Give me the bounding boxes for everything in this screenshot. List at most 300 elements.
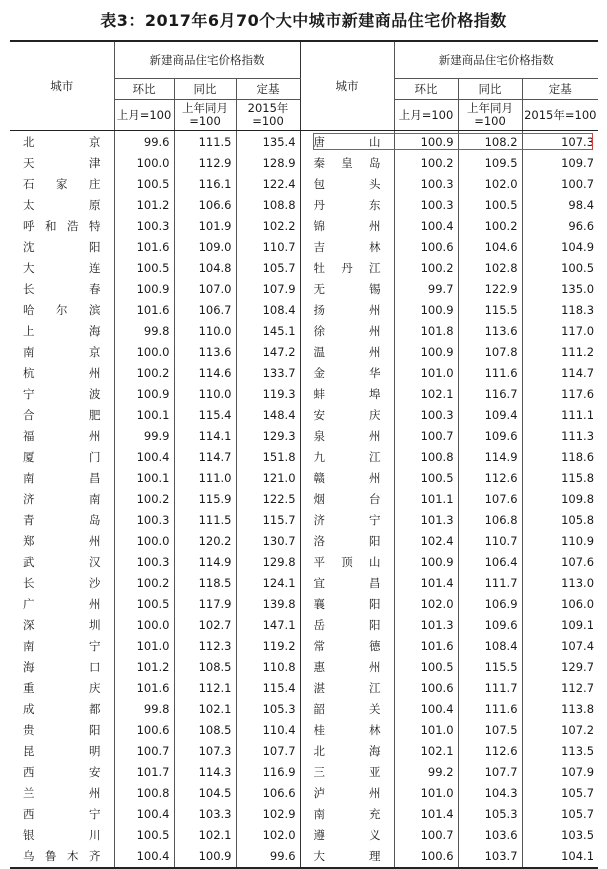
- mom-value-cell: 100.4: [394, 216, 458, 237]
- table-row: [10, 804, 598, 825]
- mom-value-cell: 100.5: [394, 468, 458, 489]
- city-name-cell: 宁波: [23, 387, 101, 401]
- city-name-cell: 海口: [23, 660, 101, 674]
- fixed-value-cell: 107.9: [522, 762, 598, 783]
- fixed-value-cell: 113.8: [522, 699, 598, 720]
- table-row: [10, 573, 598, 594]
- mom-value-cell: 99.6: [114, 131, 174, 154]
- fixed-value-cell: 107.3: [522, 131, 598, 154]
- mom-value-cell: 101.6: [394, 636, 458, 657]
- city-name-cell: 锦州: [300, 216, 394, 237]
- table-row: [10, 195, 598, 216]
- fixed-value-cell: 100.5: [522, 258, 598, 279]
- city-name-cell: 惠州: [300, 657, 394, 678]
- city-name-cell: 银川: [23, 828, 101, 842]
- table-row: [10, 384, 598, 405]
- yoy-value-cell: 106.4: [458, 552, 522, 573]
- yoy-value-cell: 117.9: [174, 594, 236, 615]
- fixed-value-cell: 113.0: [522, 573, 598, 594]
- mom-value-cell: 100.6: [394, 678, 458, 699]
- fixed-value-cell: 115.7: [236, 510, 300, 531]
- mom-value-cell: 100.2: [394, 258, 458, 279]
- mom-value-cell: 100.5: [114, 174, 174, 195]
- yoy-base-right: 上年同月=100: [458, 100, 522, 131]
- city-name-cell: 石家庄: [23, 177, 101, 191]
- table-row: [10, 447, 598, 468]
- yoy-value-cell: 112.3: [174, 636, 236, 657]
- city-name-cell: 金华: [300, 363, 394, 384]
- yoy-value-cell: 103.6: [458, 825, 522, 846]
- fixed-value-cell: 108.8: [236, 195, 300, 216]
- yoy-value-cell: 109.4: [458, 405, 522, 426]
- fixed-value-cell: 102.0: [236, 825, 300, 846]
- yoy-value-cell: 111.6: [458, 699, 522, 720]
- yoy-value-cell: 114.9: [174, 552, 236, 573]
- fixed-value-cell: 109.1: [522, 615, 598, 636]
- mom-value-cell: 100.0: [114, 153, 174, 174]
- city-name-cell: 厦门: [23, 450, 101, 464]
- mom-value-cell: 102.1: [394, 384, 458, 405]
- yoy-value-cell: 100.9: [174, 846, 236, 868]
- fixed-value-cell: 129.7: [522, 657, 598, 678]
- mom-value-cell: 101.8: [394, 321, 458, 342]
- city-name-cell: 南昌: [23, 471, 101, 485]
- table-row: [10, 825, 598, 846]
- fixed-value-cell: 105.7: [522, 804, 598, 825]
- yoy-value-cell: 115.9: [174, 489, 236, 510]
- city-name-cell: 包头: [300, 174, 394, 195]
- mom-value-cell: 100.6: [114, 720, 174, 741]
- mom-value-cell: 100.1: [114, 405, 174, 426]
- city-name-cell: 烟台: [300, 489, 394, 510]
- fixed-value-cell: 96.6: [522, 216, 598, 237]
- fixed-value-cell: 121.0: [236, 468, 300, 489]
- mom-value-cell: 100.3: [394, 195, 458, 216]
- mom-value-cell: 100.9: [394, 342, 458, 363]
- mom-value-cell: 100.0: [114, 531, 174, 552]
- yoy-value-cell: 107.0: [174, 279, 236, 300]
- yoy-value-cell: 120.2: [174, 531, 236, 552]
- table-row: [10, 678, 598, 699]
- mom-value-cell: 102.4: [394, 531, 458, 552]
- table-row: [10, 636, 598, 657]
- city-name-cell: 北京: [23, 134, 101, 149]
- fixed-value-cell: 104.1: [522, 846, 598, 868]
- yoy-value-cell: 107.6: [458, 489, 522, 510]
- mom-header-right: 环比: [394, 79, 458, 100]
- mom-value-cell: 100.9: [394, 552, 458, 573]
- fixed-value-cell: 106.6: [236, 783, 300, 804]
- mom-value-cell: 100.4: [114, 447, 174, 468]
- city-name-cell: 常德: [300, 636, 394, 657]
- city-name-cell: 天津: [23, 156, 101, 170]
- fixed-value-cell: 105.7: [236, 258, 300, 279]
- mom-value-cell: 101.4: [394, 573, 458, 594]
- fixed-value-cell: 135.0: [522, 279, 598, 300]
- fixed-value-cell: 115.4: [236, 678, 300, 699]
- city-name-cell: 安庆: [300, 405, 394, 426]
- table-row: [10, 615, 598, 636]
- index-group-header-left: 新建商品住宅价格指数: [114, 41, 300, 79]
- mom-value-cell: 100.0: [114, 342, 174, 363]
- city-name-cell: 大连: [23, 261, 101, 275]
- mom-value-cell: 100.5: [394, 657, 458, 678]
- fixed-value-cell: 147.2: [236, 342, 300, 363]
- fixed-header-left: 定基: [236, 79, 300, 100]
- fixed-value-cell: 139.8: [236, 594, 300, 615]
- city-name-cell: 沈阳: [23, 240, 101, 254]
- fixed-value-cell: 130.7: [236, 531, 300, 552]
- city-name-cell: 郑州: [23, 534, 101, 548]
- yoy-value-cell: 113.6: [458, 321, 522, 342]
- yoy-value-cell: 107.3: [174, 741, 236, 762]
- table-row: [10, 783, 598, 804]
- fixed-value-cell: 104.9: [522, 237, 598, 258]
- yoy-value-cell: 109.6: [458, 426, 522, 447]
- city-name-cell: 襄阳: [300, 594, 394, 615]
- table-row: [10, 720, 598, 741]
- yoy-value-cell: 114.6: [174, 363, 236, 384]
- city-name-cell: 杭州: [23, 366, 101, 380]
- city-name-cell: 扬州: [300, 300, 394, 321]
- yoy-value-cell: 106.7: [174, 300, 236, 321]
- yoy-value-cell: 110.0: [174, 384, 236, 405]
- mom-value-cell: 100.2: [114, 489, 174, 510]
- yoy-value-cell: 112.9: [174, 153, 236, 174]
- table-row: [10, 657, 598, 678]
- city-name-cell: 长春: [23, 282, 101, 296]
- mom-value-cell: 100.3: [394, 174, 458, 195]
- yoy-value-cell: 114.3: [174, 762, 236, 783]
- mom-value-cell: 101.7: [114, 762, 174, 783]
- yoy-value-cell: 104.6: [458, 237, 522, 258]
- price-index-table: [10, 40, 598, 869]
- city-name-cell: 贵阳: [23, 723, 101, 737]
- yoy-value-cell: 101.9: [174, 216, 236, 237]
- table-row: [10, 321, 598, 342]
- city-name-cell: 温州: [300, 342, 394, 363]
- mom-value-cell: 100.9: [394, 131, 458, 154]
- yoy-value-cell: 102.8: [458, 258, 522, 279]
- city-name-cell: 兰州: [23, 786, 101, 800]
- fixed-value-cell: 112.7: [522, 678, 598, 699]
- fixed-value-cell: 118.6: [522, 447, 598, 468]
- mom-value-cell: 100.4: [114, 846, 174, 868]
- fixed-value-cell: 107.6: [522, 552, 598, 573]
- fixed-value-cell: 122.4: [236, 174, 300, 195]
- table-row: [10, 489, 598, 510]
- fixed-value-cell: 117.0: [522, 321, 598, 342]
- yoy-value-cell: 114.9: [458, 447, 522, 468]
- yoy-value-cell: 109.0: [174, 237, 236, 258]
- table-row: [10, 762, 598, 783]
- yoy-value-cell: 106.6: [174, 195, 236, 216]
- yoy-value-cell: 102.0: [458, 174, 522, 195]
- fixed-value-cell: 107.2: [522, 720, 598, 741]
- yoy-value-cell: 103.3: [174, 804, 236, 825]
- table-row: [10, 468, 598, 489]
- mom-header-left: 环比: [114, 79, 174, 100]
- table-row: [10, 216, 598, 237]
- city-name-cell: 湛江: [300, 678, 394, 699]
- fixed-value-cell: 114.7: [522, 363, 598, 384]
- city-name-cell: 成都: [23, 702, 101, 716]
- table-row: [10, 846, 598, 868]
- mom-value-cell: 102.1: [394, 741, 458, 762]
- table-row: [10, 279, 598, 300]
- fixed-value-cell: 110.8: [236, 657, 300, 678]
- city-name-cell: 西宁: [23, 807, 101, 821]
- yoy-value-cell: 111.7: [458, 573, 522, 594]
- mom-value-cell: 100.2: [114, 573, 174, 594]
- mom-value-cell: 100.3: [114, 216, 174, 237]
- city-name-cell: 太原: [23, 198, 101, 212]
- yoy-value-cell: 108.4: [458, 636, 522, 657]
- mom-value-cell: 100.7: [394, 426, 458, 447]
- city-name-cell: 乌鲁木齐: [10, 846, 114, 868]
- table-row: [10, 552, 598, 573]
- table-row: [10, 510, 598, 531]
- yoy-value-cell: 114.7: [174, 447, 236, 468]
- table-row: [10, 300, 598, 321]
- yoy-value-cell: 100.2: [458, 216, 522, 237]
- fixed-value-cell: 147.1: [236, 615, 300, 636]
- fixed-value-cell: 151.8: [236, 447, 300, 468]
- yoy-value-cell: 122.9: [458, 279, 522, 300]
- mom-value-cell: 100.6: [394, 846, 458, 868]
- yoy-value-cell: 107.8: [458, 342, 522, 363]
- yoy-value-cell: 112.1: [174, 678, 236, 699]
- city-name-cell: 呼和浩特: [23, 219, 101, 233]
- yoy-value-cell: 100.5: [458, 195, 522, 216]
- fixed-value-cell: 111.2: [522, 342, 598, 363]
- mom-value-cell: 101.2: [114, 195, 174, 216]
- fixed-value-cell: 111.1: [522, 405, 598, 426]
- table-row: [10, 699, 598, 720]
- yoy-value-cell: 113.6: [174, 342, 236, 363]
- mom-value-cell: 99.7: [394, 279, 458, 300]
- fixed-value-cell: 103.5: [522, 825, 598, 846]
- yoy-value-cell: 104.8: [174, 258, 236, 279]
- yoy-value-cell: 107.5: [458, 720, 522, 741]
- city-name-cell: 岳阳: [300, 615, 394, 636]
- city-name-cell: 丹东: [300, 195, 394, 216]
- fixed-base-left: 2015年=100: [236, 100, 300, 131]
- fixed-value-cell: 108.4: [236, 300, 300, 321]
- yoy-value-cell: 103.7: [458, 846, 522, 868]
- city-name-cell: 秦皇岛: [300, 153, 394, 174]
- mom-value-cell: 100.3: [114, 552, 174, 573]
- fixed-value-cell: 148.4: [236, 405, 300, 426]
- city-name-cell: 广州: [23, 597, 101, 611]
- yoy-value-cell: 105.3: [458, 804, 522, 825]
- yoy-value-cell: 115.5: [458, 300, 522, 321]
- fixed-value-cell: 102.2: [236, 216, 300, 237]
- mom-value-cell: 100.9: [394, 300, 458, 321]
- fixed-value-cell: 119.3: [236, 384, 300, 405]
- city-name-cell: 赣州: [300, 468, 394, 489]
- fixed-value-cell: 99.6: [236, 846, 300, 868]
- fixed-value-cell: 110.7: [236, 237, 300, 258]
- yoy-value-cell: 109.6: [458, 615, 522, 636]
- yoy-value-cell: 111.7: [458, 678, 522, 699]
- city-name-cell: 泉州: [300, 426, 394, 447]
- fixed-value-cell: 113.5: [522, 741, 598, 762]
- mom-value-cell: 100.3: [394, 405, 458, 426]
- table-row: [10, 363, 598, 384]
- mom-value-cell: 102.0: [394, 594, 458, 615]
- mom-value-cell: 101.6: [114, 678, 174, 699]
- city-name-cell: 济南: [23, 492, 101, 506]
- yoy-value-cell: 111.5: [174, 131, 236, 154]
- mom-value-cell: 100.8: [394, 447, 458, 468]
- yoy-value-cell: 114.1: [174, 426, 236, 447]
- yoy-header-left: 同比: [174, 79, 236, 100]
- city-name-cell: 上海: [23, 324, 101, 338]
- mom-value-cell: 100.7: [394, 825, 458, 846]
- yoy-value-cell: 112.6: [458, 468, 522, 489]
- mom-value-cell: 101.0: [114, 636, 174, 657]
- mom-value-cell: 101.1: [394, 489, 458, 510]
- mom-value-cell: 100.5: [114, 825, 174, 846]
- city-name-cell: 深圳: [23, 618, 101, 632]
- fixed-value-cell: 107.7: [236, 741, 300, 762]
- yoy-header-right: 同比: [458, 79, 522, 100]
- yoy-value-cell: 102.7: [174, 615, 236, 636]
- mom-base-right: 上月=100: [394, 100, 458, 131]
- yoy-value-cell: 106.9: [458, 594, 522, 615]
- yoy-base-left: 上年同月=100: [174, 100, 236, 131]
- city-name-cell: 南充: [300, 804, 394, 825]
- yoy-value-cell: 112.6: [458, 741, 522, 762]
- yoy-value-cell: 110.0: [174, 321, 236, 342]
- mom-value-cell: 101.0: [394, 363, 458, 384]
- table-title: 表3：2017年6月70个大中城市新建商品住宅价格指数: [100, 11, 507, 30]
- city-name-cell: 青岛: [23, 513, 101, 527]
- table-row: [10, 174, 598, 195]
- yoy-value-cell: 118.5: [174, 573, 236, 594]
- yoy-value-cell: 102.1: [174, 699, 236, 720]
- city-name-cell: 九江: [300, 447, 394, 468]
- fixed-value-cell: 124.1: [236, 573, 300, 594]
- fixed-header-right: 定基: [522, 79, 598, 100]
- city-name-cell: 泸州: [300, 783, 394, 804]
- mom-value-cell: 101.0: [394, 783, 458, 804]
- city-name-cell: 牡丹江: [300, 258, 394, 279]
- mom-value-cell: 100.8: [114, 783, 174, 804]
- mom-value-cell: 100.2: [114, 363, 174, 384]
- fixed-value-cell: 118.3: [522, 300, 598, 321]
- city-name-cell: 无锡: [300, 279, 394, 300]
- yoy-value-cell: 102.1: [174, 825, 236, 846]
- city-name-cell: 遵义: [300, 825, 394, 846]
- yoy-value-cell: 106.8: [458, 510, 522, 531]
- fixed-value-cell: 105.8: [522, 510, 598, 531]
- fixed-value-cell: 116.9: [236, 762, 300, 783]
- table-row: [10, 594, 598, 615]
- fixed-value-cell: 98.4: [522, 195, 598, 216]
- city-name-cell: 合肥: [23, 408, 101, 422]
- city-name-cell: 韶关: [300, 699, 394, 720]
- yoy-value-cell: 116.1: [174, 174, 236, 195]
- fixed-value-cell: 115.8: [522, 468, 598, 489]
- fixed-value-cell: 145.1: [236, 321, 300, 342]
- mom-value-cell: 101.3: [394, 510, 458, 531]
- mom-value-cell: 100.1: [114, 468, 174, 489]
- yoy-value-cell: 109.5: [458, 153, 522, 174]
- fixed-value-cell: 117.6: [522, 384, 598, 405]
- fixed-base-right: 2015年=100: [522, 100, 598, 131]
- fixed-value-cell: 133.7: [236, 363, 300, 384]
- fixed-value-cell: 109.8: [522, 489, 598, 510]
- mom-value-cell: 99.9: [114, 426, 174, 447]
- fixed-value-cell: 129.3: [236, 426, 300, 447]
- mom-value-cell: 100.2: [394, 153, 458, 174]
- fixed-value-cell: 107.4: [522, 636, 598, 657]
- table-row: [10, 237, 598, 258]
- mom-value-cell: 100.3: [114, 510, 174, 531]
- yoy-value-cell: 111.6: [458, 363, 522, 384]
- fixed-value-cell: 107.9: [236, 279, 300, 300]
- mom-value-cell: 101.6: [114, 237, 174, 258]
- mom-value-cell: 100.6: [394, 237, 458, 258]
- city-name-cell: 南宁: [23, 639, 101, 653]
- fixed-value-cell: 119.2: [236, 636, 300, 657]
- fixed-value-cell: 105.3: [236, 699, 300, 720]
- yoy-value-cell: 116.7: [458, 384, 522, 405]
- table-row: [10, 741, 598, 762]
- yoy-value-cell: 107.7: [458, 762, 522, 783]
- yoy-value-cell: 110.7: [458, 531, 522, 552]
- fixed-value-cell: 102.9: [236, 804, 300, 825]
- mom-value-cell: 100.0: [114, 615, 174, 636]
- yoy-value-cell: 108.2: [458, 131, 522, 154]
- fixed-value-cell: 109.7: [522, 153, 598, 174]
- mom-value-cell: 100.5: [114, 594, 174, 615]
- table-row: [10, 342, 598, 363]
- table-row: [10, 426, 598, 447]
- city-name-cell: 吉林: [300, 237, 394, 258]
- city-name-cell: 蚌埠: [300, 384, 394, 405]
- city-name-cell: 武汉: [23, 555, 101, 569]
- fixed-value-cell: 111.3: [522, 426, 598, 447]
- yoy-value-cell: 115.4: [174, 405, 236, 426]
- city-name-cell: 长沙: [23, 576, 101, 590]
- city-column-header-right: 城市: [300, 41, 394, 131]
- table-row: [10, 131, 598, 154]
- city-name-cell: 重庆: [23, 681, 101, 695]
- city-name-cell: 福州: [23, 429, 101, 443]
- mom-value-cell: 101.2: [114, 657, 174, 678]
- city-name-cell: 洛阳: [300, 531, 394, 552]
- table-row: [10, 153, 598, 174]
- index-group-header-right: 新建商品住宅价格指数: [394, 41, 598, 79]
- mom-value-cell: 100.9: [114, 279, 174, 300]
- mom-value-cell: 101.0: [394, 720, 458, 741]
- city-name-cell: 桂林: [300, 720, 394, 741]
- mom-value-cell: 100.7: [114, 741, 174, 762]
- mom-value-cell: 100.9: [114, 384, 174, 405]
- yoy-value-cell: 104.5: [174, 783, 236, 804]
- mom-value-cell: 100.4: [114, 804, 174, 825]
- fixed-value-cell: 135.4: [236, 131, 300, 154]
- yoy-value-cell: 104.3: [458, 783, 522, 804]
- yoy-value-cell: 115.5: [458, 657, 522, 678]
- mom-value-cell: 100.4: [394, 699, 458, 720]
- city-name-cell: 大理: [300, 846, 394, 868]
- city-name-cell: 徐州: [300, 321, 394, 342]
- city-column-header-left: 城市: [10, 41, 114, 131]
